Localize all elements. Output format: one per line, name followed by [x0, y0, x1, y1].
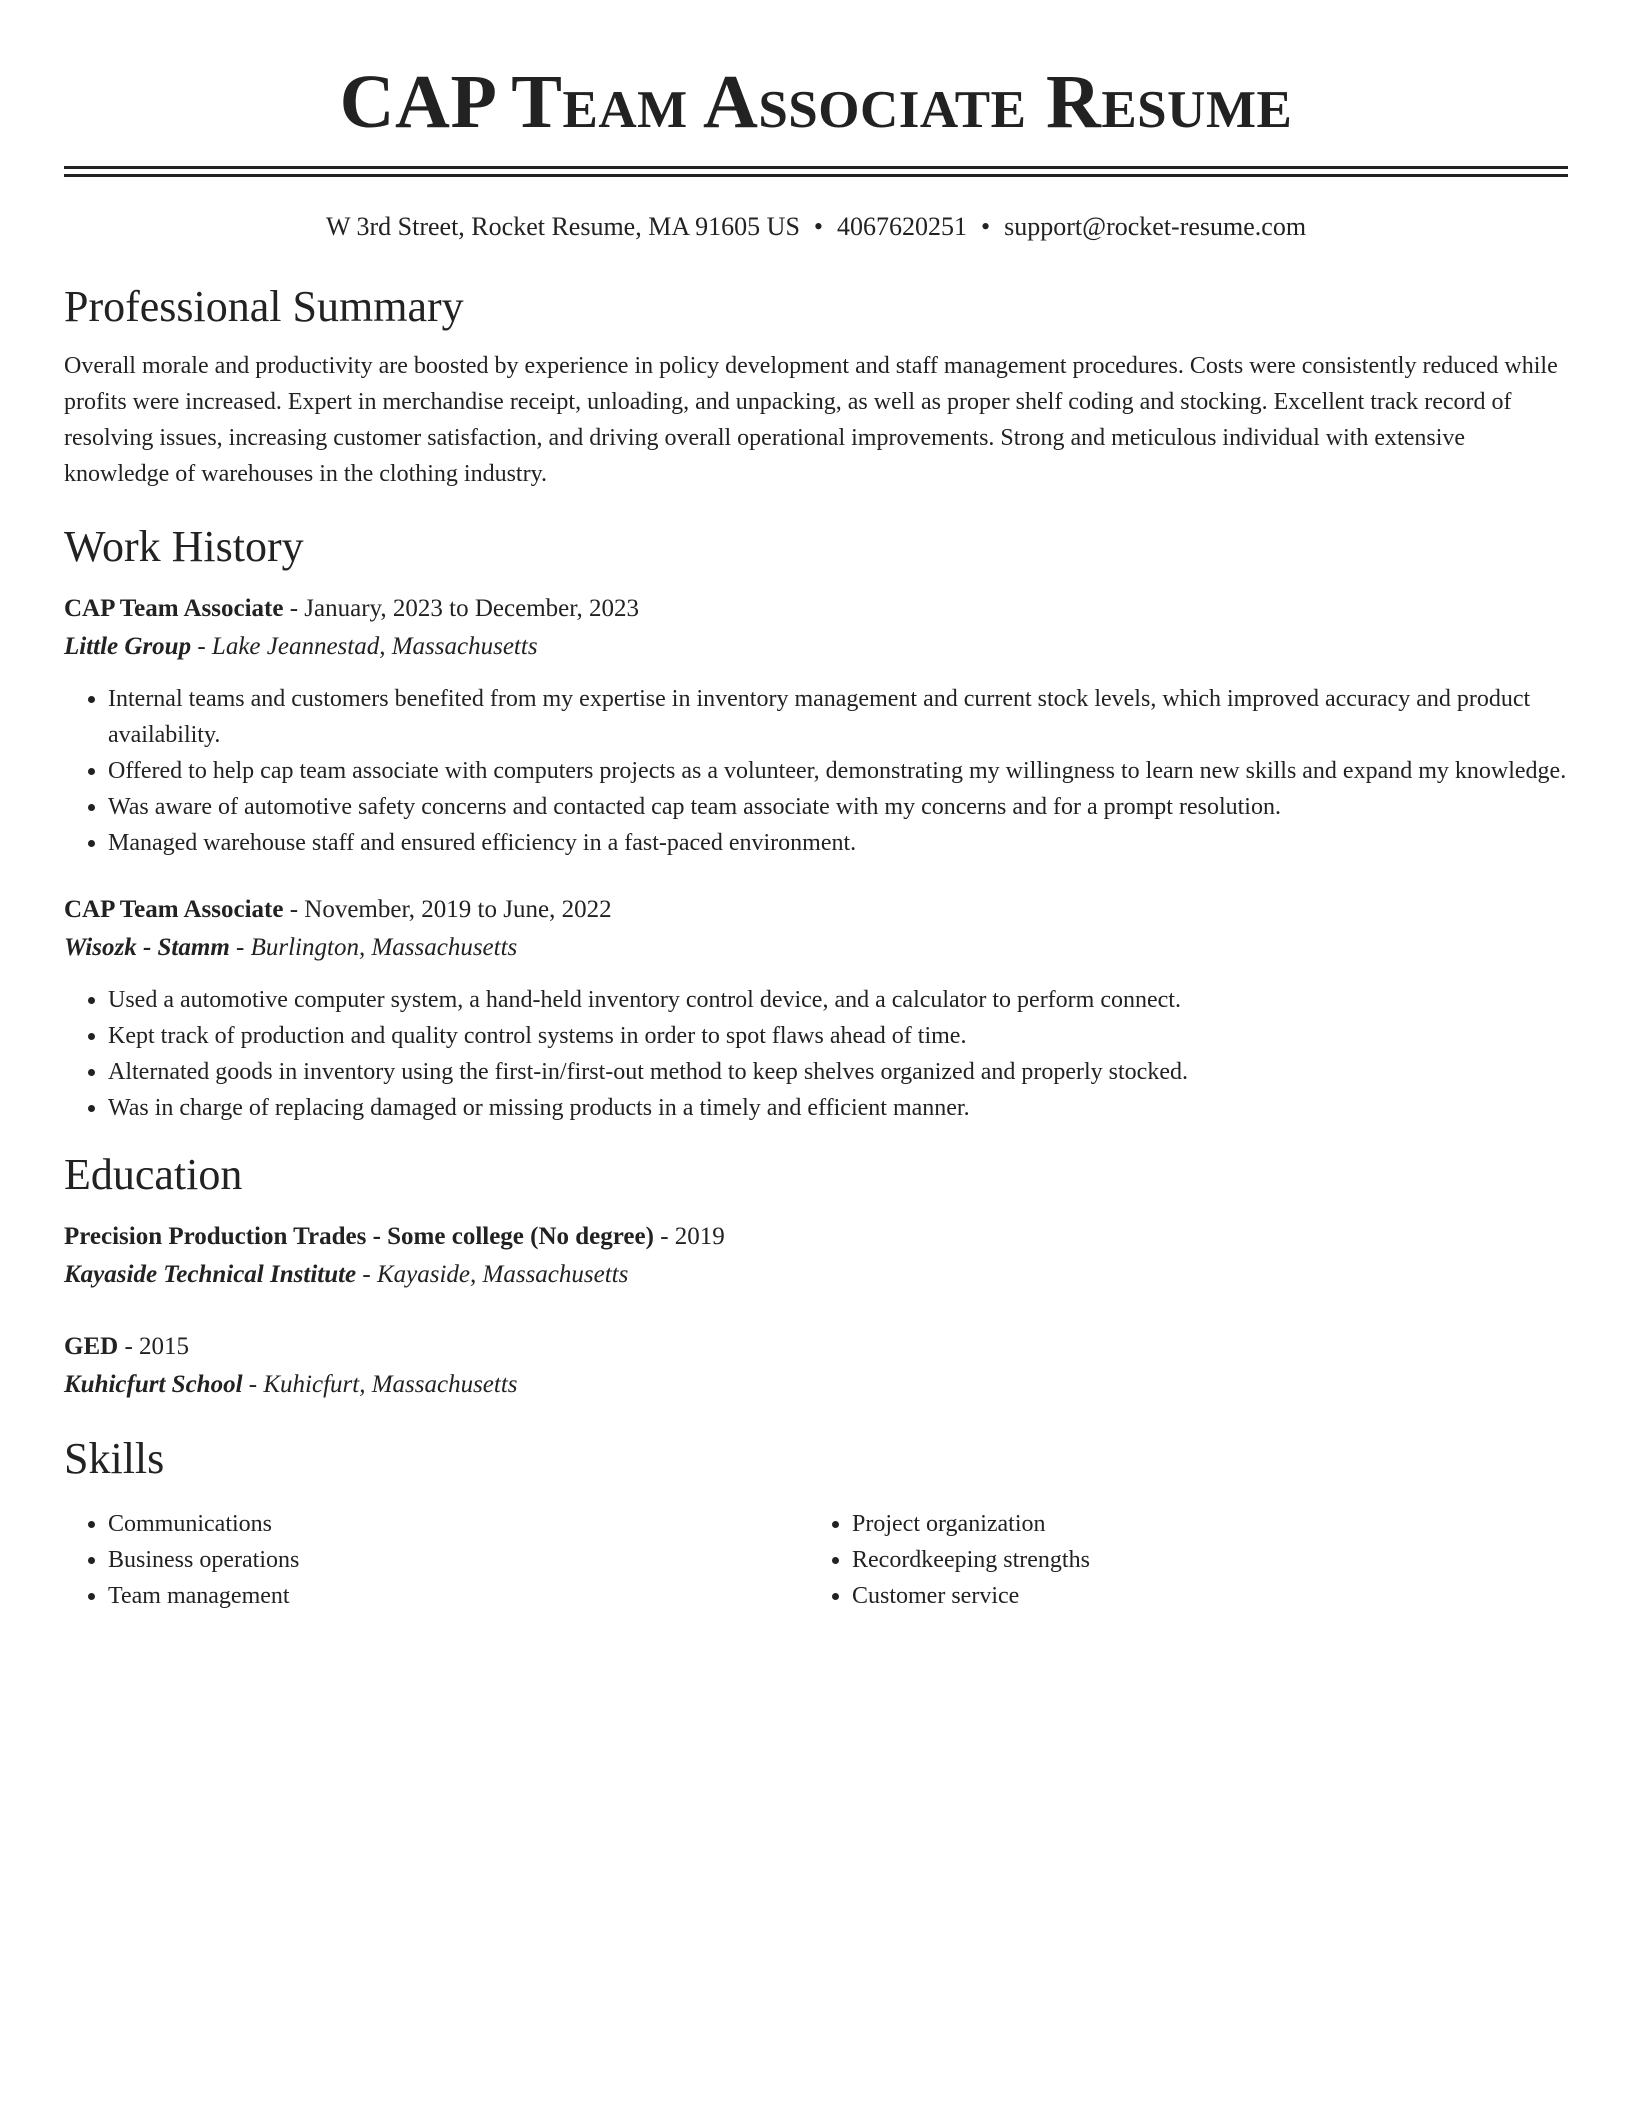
education-school: Kuhicfurt School: [64, 1371, 243, 1398]
list-item: • Alternated goods in inventory using the first-in/first-out method to keep shelves organized and properly stocked.: [108, 1054, 1568, 1090]
page-title: CAP Team Associate Resume: [339, 60, 1293, 144]
work-history-heading: Work History: [64, 522, 304, 571]
education-school: Kayaside Technical Institute: [64, 1261, 357, 1288]
contact-separator: •: [981, 212, 991, 241]
education-entry: [64, 1328, 1568, 1404]
list-item: • Managed warehouse staff and ensured efficiency in a fast-paced environment.: [108, 825, 1568, 861]
job-location: - Burlington, Massachusetts: [229, 934, 518, 961]
list-item: • Recordkeeping strengths: [852, 1542, 1552, 1578]
education-degree-line: [64, 1328, 1568, 1366]
title-double-rule: [64, 166, 1568, 177]
contact-line: [64, 211, 1568, 243]
job-entry: [64, 590, 1568, 861]
education-location: - Kuhicfurt, Massachusetts: [242, 1371, 518, 1398]
education-school-line: [64, 1366, 1568, 1404]
education-degree-line: [64, 1218, 1568, 1256]
list-item: • Was in charge of replacing damaged or missing products in a timely and efficient manner.: [108, 1090, 1568, 1126]
education-year: - 2019: [653, 1223, 725, 1250]
job-dates: - January, 2023 to December, 2023: [283, 595, 640, 622]
list-item: • Internal teams and customers benefited from my expertise in inventory management and current stock levels, which improved accuracy and product availability.: [108, 681, 1568, 753]
list-item: • Used a automotive computer system, a hand-held inventory control device, and a calculator to perform connect.: [108, 982, 1568, 1018]
education-degree: Precision Production Trades - Some college (No degree): [64, 1223, 654, 1250]
job-entry: [64, 891, 1568, 1126]
education-year: - 2015: [118, 1333, 190, 1360]
education-heading: Education: [64, 1150, 243, 1199]
job-title-line: [64, 590, 1568, 628]
list-item: • Project organization: [852, 1506, 1552, 1542]
list-item: • Communications: [108, 1506, 808, 1542]
education-entry: [64, 1218, 1568, 1294]
job-title-line: [64, 891, 1568, 929]
list-item: • Customer service: [852, 1578, 1552, 1614]
list-item: • Was aware of automotive safety concerns and contacted cap team associate with my concerns and for a prompt resolution.: [108, 789, 1568, 825]
contact-email: support@rocket-resume.com: [1004, 212, 1307, 241]
list-item: • Business operations: [108, 1542, 808, 1578]
job-company: Little Group: [64, 633, 192, 660]
skills-columns: [64, 1506, 1568, 1614]
contact-separator: •: [813, 212, 824, 241]
job-title: CAP Team Associate: [64, 595, 284, 622]
list-item: • Team management: [108, 1578, 808, 1614]
contact-address: W 3rd Street, Rocket Resume, MA 91605 US: [325, 212, 800, 241]
job-bullets: [64, 681, 1568, 861]
job-dates: - November, 2019 to June, 2022: [283, 896, 612, 923]
skills-list-right: [808, 1506, 1552, 1614]
education-school-line: [64, 1256, 1568, 1294]
education-degree: GED: [64, 1333, 119, 1360]
list-item: • Offered to help cap team associate with computers projects as a volunteer, demonstrating my willingness to learn new skills and expand my knowledge.: [108, 753, 1568, 789]
job-location: - Lake Jeannestad, Massachusetts: [191, 633, 538, 660]
education-location: - Kayaside, Massachusetts: [356, 1261, 629, 1288]
resume-page: [64, 0, 1568, 1614]
list-item: • Kept track of production and quality control systems in order to spot flaws ahead of time.: [108, 1018, 1568, 1054]
job-company: Wisozk - Stamm: [64, 934, 230, 961]
job-company-line: [64, 929, 1568, 967]
skills-heading: Skills: [64, 1434, 165, 1483]
job-bullets: [64, 982, 1568, 1126]
job-title: CAP Team Associate: [64, 896, 284, 923]
summary-heading: Professional Summary: [64, 282, 464, 331]
summary-text: Overall morale and productivity are boosted by experience in policy development and staff management procedures. Costs were consistently reduced while profits were increased. Expert in merchandise receipt, unloading, and unpacking, as well as proper shelf coding and stocking. Excellent track record of resolving issues, increasing customer satisfaction, and driving overall operational improvements. Strong and meticulous individual with extensive knowledge of warehouses in the clothing industry.: [64, 353, 1558, 487]
skills-list-left: [64, 1506, 808, 1614]
job-company-line: [64, 628, 1568, 666]
contact-phone: 4067620251: [837, 212, 968, 241]
